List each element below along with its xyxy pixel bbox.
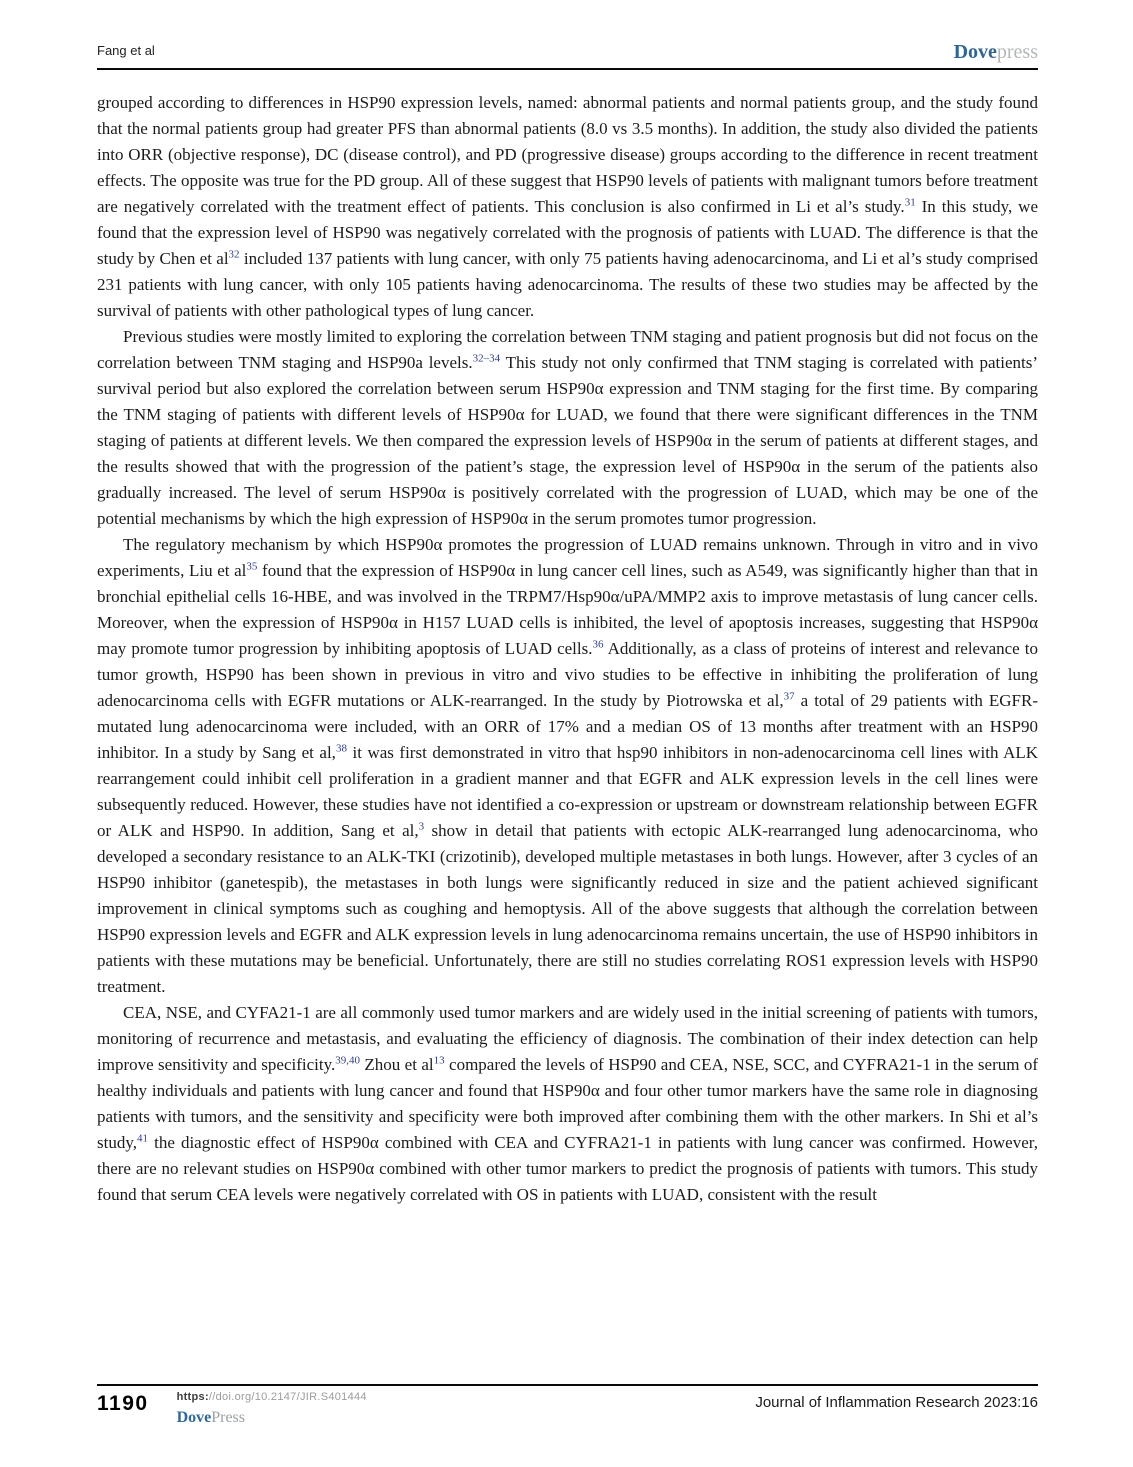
footer-rule xyxy=(97,1384,1038,1386)
doi-scheme: https: xyxy=(176,1391,209,1403)
citation-link[interactable]: 32–34 xyxy=(472,352,501,365)
paragraph: Previous studies were mostly limited to exploring the correlation between TNM staging and patient prognosis but did not focus on the correlation between TNM staging and HSP90a levels.$^{32-34}$ This study not only confirmed that TNM staging is correlated with patients’ survival period but also explored the correlation between serum HSP90α expression and TNM staging for the first time. By comparing the TNM staging of patients with different levels of HSP90α for LUAD, we found that there were significant differences in the TNM staging of patients at different levels. We then compared the expression levels of HSP90α in the serum of patients at different stages, and the results showed that with the progression of the patient’s stage, the expression level of HSP90α in the serum of the patients also gradually increased. The level of serum HSP90α is positively correlated with the progression of LUAD, which may be one of the potential mechanisms by which the high expression of HSP90α in the serum promotes tumor progression. xyxy=(97,327,1038,528)
footer-logo-press: Press xyxy=(211,1409,245,1426)
paragraph: The regulatory mechanism by which HSP90α promotes the progression of LUAD remains unknown. Through in vitro and in vivo experiments, Liu et $al^{35}$ found that the expression of HSP90α in lung cancer cell lines, such as A549, was significantly higher than that in bronchial epithelial cells 16-HBE, and was involved in the TRPM7/Hsp90α/uPA/MMP2 axis to improve metastasis of lung cancer cells. Moreover, when the expression of HSP90α in H157 LUAD cells is inhibited, the level of apoptosis increases, suggesting that HSP90α may promote tumor progression by inhibiting apoptosis of LUAD cells.$^{36}$ Additionally, as a class of proteins of interest and relevance to tumor growth, HSP90 has been shown in previous in vitro and vivo studies to be effective in inhibiting the proliferation of lung adenocarcinoma cells with EGFR mutations or ALK-rearranged. In the study by Piotrowska et al,$^{37}$ a total of 29 patients with EGFR-mutated lung adenocarcinoma were included, with an ORR of 17% and a median OS of 13 months after treatment with an HSP90 inhibitor. In a study by Sang et al,$^{38}$ it was first demonstrated in vitro that hsp90 inhibitors in non-adenocarcinoma cell lines with ALK rearrangement could inhibit cell proliferation in a gradient manner and that EGFR and ALK expression levels in the cell lines were subsequently reduced. However, these studies have not identified a co-expression or upstream or downstream relationship between EGFR or ALK and HSP90. In addition, Sang et al,$^3$ show in detail that patients with ectopic ALK-rearranged lung adenocarcinoma, who developed a secondary resistance to an ALK-TKI (crizotinib), developed multiple metastases in both lungs. However, after 3 cycles of an HSP90 inhibitor (ganetespib), the metastases in both lungs were significantly reduced in size and the patient achieved significant improvement in clinical symptoms such as coughing and hemoptysis. All of the above suggests that although the correlation between HSP90 expression levels and EGFR and ALK expression levels in lung adenocarcinoma remains uncertain, the use of HSP90 inhibitors in patients with these mutations may be beneficial. Unfortunately, there are still no studies correlating ROS1 expression levels with HSP90 treatment. xyxy=(97,535,1039,996)
citation-link[interactable]: 39,40 xyxy=(335,1054,360,1067)
dovepress-logo-dove: Dove xyxy=(953,41,997,63)
dovepress-footer-logo[interactable] xyxy=(177,1409,367,1427)
doi-block xyxy=(177,1391,367,1427)
dovepress-logo-press: press xyxy=(996,41,1038,63)
citation-link[interactable]: 37 xyxy=(783,690,795,703)
citation-link[interactable]: 32 xyxy=(228,248,240,261)
citation-link[interactable]: 35 xyxy=(246,560,258,573)
article-body xyxy=(97,90,1038,1208)
citation-link[interactable]: 31 xyxy=(904,196,916,209)
page-number: 1190 xyxy=(97,1392,149,1415)
citation-link[interactable]: 36 xyxy=(592,638,604,651)
page-footer xyxy=(97,1391,1038,1427)
paragraph: CEA, NSE, and CYFA21-1 are all commonly used tumor markers and are widely used in the initial screening of patients with tumors, monitoring of recurrence and metastasis, and evaluating the efficiency of diagnosis. The combination of their index detection can help improve sensitivity and specificity.$^{39,40}$ Zhou et $al^{13}$ compared the levels of HSP90 and CEA, NSE, SCC, and CYFRA21-1 in the serum of healthy individuals and patients with lung cancer and found that HSP90α and four other tumor markers have the same role in diagnosing patients with tumors, and the sensitivity and specificity were both improved after combining them with the other markers. In Shi et al’s study,$^{41}$ the diagnostic effect of HSP90α combined with CEA and CYFRA21-1 in patients with lung cancer was confirmed. However, there are no relevant studies on HSP90α combined with other tumor markers to predict the prognosis of patients with tumors. This study found that serum CEA levels were negatively correlated with OS in patients with LUAD, consistent with the result xyxy=(97,1003,1039,1204)
paragraph: grouped according to differences in HSP90 expression levels, named: abnormal patients and normal patients group, and the study found that the normal patients group had greater PFS than abnormal patients (8.0 vs 3.5 months). In addition, the study also divided the patients into ORR (objective response), DC (disease control), and PD (progressive disease) groups according to the difference in recent treatment effects. The opposite was true for the PD group. All of these suggest that HSP90 levels of patients with malignant tumors before treatment are negatively correlated with the treatment effect of patients. This conclusion is also confirmed in Li et al’s study.$^{31}$ In this study, we found that the expression level of HSP90 was negatively correlated with the prognosis of patients with LUAD. The difference is that the study by Chen et $al^{32}$ included 137 patients with lung cancer, with only 75 patients having adenocarcinoma, and Li et al’s study comprised 231 patients with lung cancer, with only 105 patients having adenocarcinoma. The results of these two studies may be affected by the survival of patients with other pathological types of lung cancer. xyxy=(97,93,1038,320)
journal-title: Journal of Inflammation Research 2023:16 xyxy=(755,1394,1038,1411)
citation-link[interactable]: 3 xyxy=(418,820,425,833)
dovepress-logo[interactable] xyxy=(954,42,1038,62)
header-rule xyxy=(97,68,1038,70)
citation-link[interactable]: 41 xyxy=(137,1132,148,1145)
citation-link[interactable]: 13 xyxy=(433,1054,445,1067)
running-author: Fang et al xyxy=(97,43,155,58)
footer-logo-dove: Dove xyxy=(176,1409,212,1426)
citation-link[interactable]: 38 xyxy=(335,742,347,755)
page-header xyxy=(97,42,1038,62)
doi-link[interactable] xyxy=(177,1391,367,1403)
doi-path: //doi.org/10.2147/JIR.S401444 xyxy=(208,1391,367,1403)
